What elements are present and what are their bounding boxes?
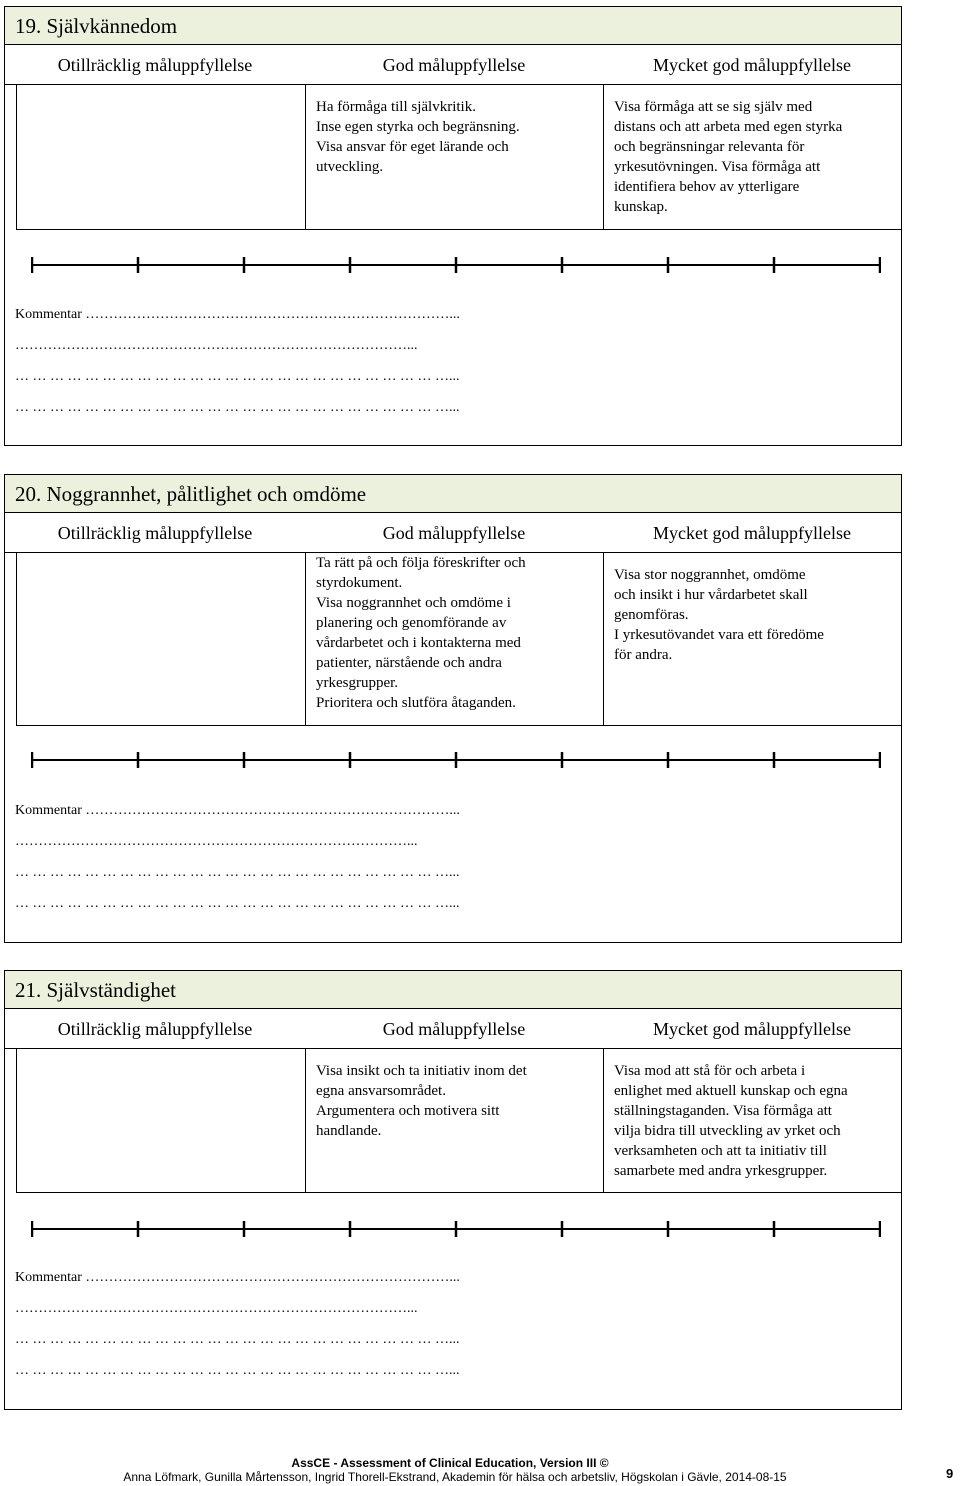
comment-area[interactable]: Kommentar ……………………………………………………………………... …………………………………………………………………………... … … … … … … … … … … … … … … … … … … … … … … … … …... … … … … … … … … … … … … … … … … … … … … … … … … …... xyxy=(15,307,460,415)
criteria-good-text: Ta rätt på och följa föreskrifter och styrdokument. Visa noggrannhet och omdöme i planering och genomförande av vårdarbetet och i kontakterna med patienter, närstående och andra yrkesgrupper. Prioritera och slutföra åtaganden. xyxy=(316,555,526,711)
header-insufficient: Otillräcklig måluppfyllelse xyxy=(5,513,305,553)
header-insufficient: Otillräcklig måluppfyllelse xyxy=(5,1009,305,1049)
cell-very-good xyxy=(603,85,902,230)
cell-good xyxy=(305,85,604,230)
criteria-good-text: Ha förmåga till självkritik. Inse egen styrka och begränsning. Visa ansvar för eget lärande och utveckling. xyxy=(316,99,520,175)
footer-title: AssCE - Assessment of Clinical Education, Version III © xyxy=(291,1456,609,1470)
criteria-very-good-text: Visa mod att stå för och arbeta i enlighet med aktuell kunskap och egna ställningstaganden. Visa förmåga att vilja bidra till utveckling av yrket och verksamheten och att ta initiativ till samarbete med andra yrkesgrupper. xyxy=(614,1063,848,1179)
section-20 xyxy=(4,474,902,943)
comment-label: Kommentar xyxy=(15,803,82,818)
header-good: God måluppfyllelse xyxy=(305,45,603,85)
comment-label: Kommentar xyxy=(15,307,82,322)
cell-insufficient xyxy=(16,553,306,726)
comment-area[interactable]: Kommentar ……………………………………………………………………... …………………………………………………………………………... … … … … … … … … … … … … … … … … … … … … … … … … …... … … … … … … … … … … … … … … … … … … … … … … … … …... xyxy=(15,803,460,911)
cell-good xyxy=(305,1049,604,1193)
criteria-very-good-text: Visa förmåga att se sig själv med distans och att arbeta med egen styrka och begränsningar relevanta för yrkesutövningen. Visa förmåga att identifiera behov av ytterligare kunskap. xyxy=(614,99,843,215)
section-title: 19. Självkännedom xyxy=(5,7,901,45)
comment-label: Kommentar xyxy=(15,1270,82,1285)
section-title: 20. Noggrannhet, pålitlighet och omdöme xyxy=(5,475,901,513)
comment-area[interactable]: Kommentar ……………………………………………………………………... …………………………………………………………………………... … … … … … … … … … … … … … … … … … … … … … … … … …... … … … … … … … … … … … … … … … … … … … … … … … … …... xyxy=(15,1270,460,1378)
header-very-good: Mycket god måluppfyllelse xyxy=(603,513,901,553)
criteria-very-good-text: Visa stor noggrannhet, omdöme och insikt i hur vårdarbetet skall genomföras. I yrkesutövandet vara ett föredöme för andra. xyxy=(614,567,824,663)
cell-good xyxy=(305,553,604,726)
header-very-good: Mycket god måluppfyllelse xyxy=(603,1009,901,1049)
header-good: God måluppfyllelse xyxy=(305,1009,603,1049)
section-19 xyxy=(4,6,902,446)
header-very-good: Mycket god måluppfyllelse xyxy=(603,45,901,85)
footer-authors: Anna Löfmark, Gunilla Mårtensson, Ingrid Thorell-Ekstrand, Akademin för hälsa och arbetsliv, Högskolan i Gävle, 2014-08-15 xyxy=(123,1470,787,1484)
cell-insufficient xyxy=(16,1049,306,1193)
assessment-scale[interactable] xyxy=(31,257,881,273)
header-good: God måluppfyllelse xyxy=(305,513,603,553)
cell-very-good xyxy=(603,553,902,726)
criteria-good-text: Visa insikt och ta initiativ inom det egna ansvarsområdet. Argumentera och motivera sitt handlande. xyxy=(316,1063,527,1139)
assessment-scale[interactable] xyxy=(31,752,881,768)
page-number: 9 xyxy=(946,1466,954,1481)
section-21 xyxy=(4,970,902,1410)
section-title: 21. Självständighet xyxy=(5,971,901,1009)
assessment-scale[interactable] xyxy=(31,1221,881,1237)
cell-very-good xyxy=(603,1049,902,1193)
header-insufficient: Otillräcklig måluppfyllelse xyxy=(5,45,305,85)
cell-insufficient xyxy=(16,85,306,230)
